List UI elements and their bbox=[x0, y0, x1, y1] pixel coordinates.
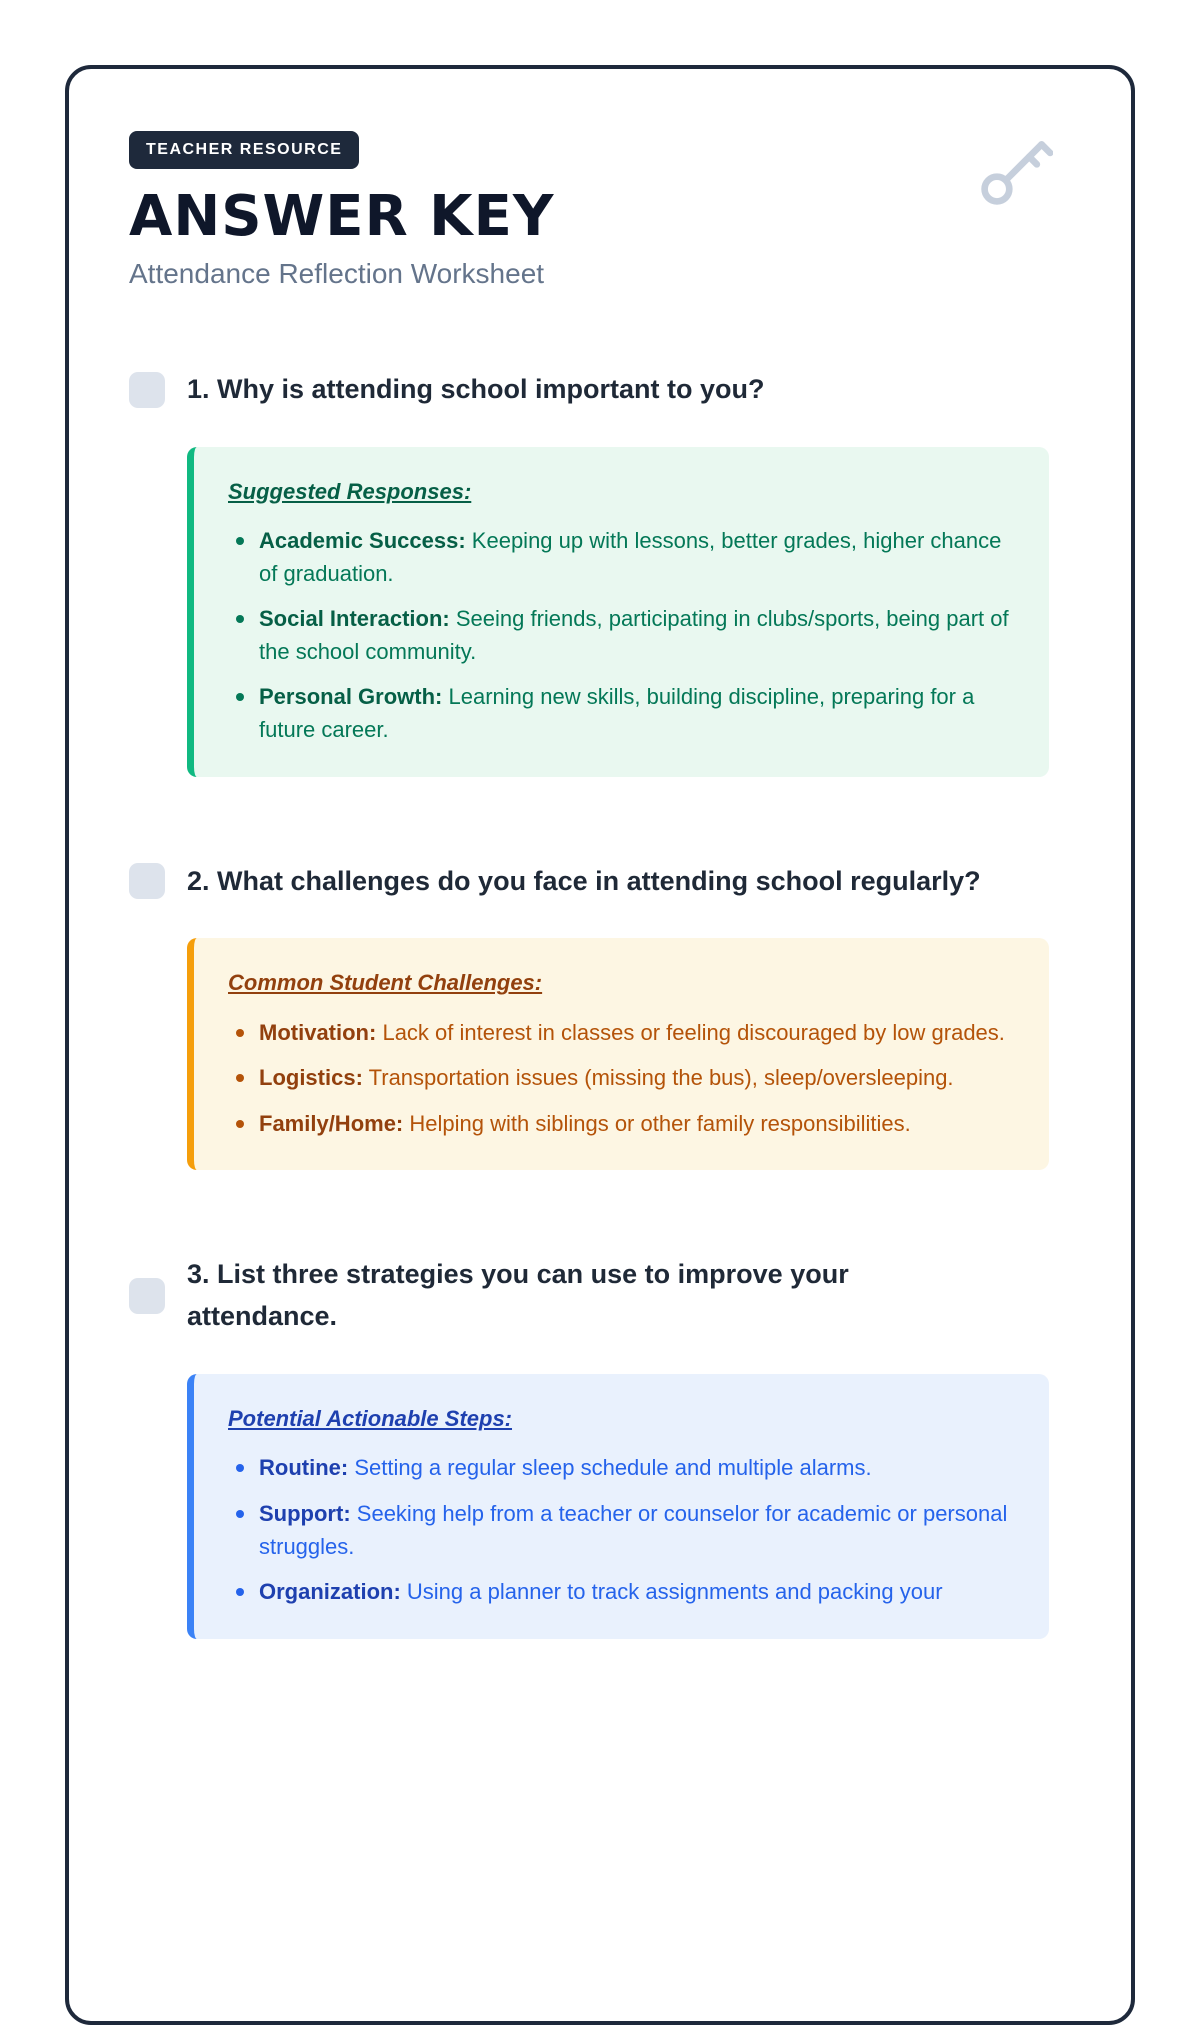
answer-item-text: Lack of interest in classes or feeling discouraged by low grades. bbox=[382, 1019, 1005, 1045]
question-row bbox=[129, 369, 1071, 411]
page-subtitle: Attendance Reflection Worksheet bbox=[129, 258, 545, 290]
key-icon bbox=[977, 133, 1053, 209]
answer-item-text: Setting a regular sleep schedule and multiple alarms. bbox=[354, 1455, 872, 1481]
answer-item-label: Organization: bbox=[259, 1579, 401, 1605]
answer-item bbox=[232, 1576, 1015, 1609]
answer-item-label: Social Interaction: bbox=[259, 606, 450, 632]
question-checkbox[interactable] bbox=[129, 863, 165, 899]
answer-heading: Potential Actionable Steps: bbox=[228, 1406, 513, 1432]
answer-item-label: Support: bbox=[259, 1501, 351, 1526]
answer-item-text: Seeing friends, participating in clubs/sports, being part of the school community. bbox=[259, 606, 1009, 664]
answer-item-label: Personal Growth: bbox=[259, 684, 443, 710]
page-title: ANSWER KEY bbox=[129, 184, 555, 249]
answer-item-text: Seeking help from a teacher or counselor for academic or personal struggles. bbox=[259, 1501, 1008, 1559]
answer-item bbox=[232, 1452, 1015, 1485]
answer-item-label: Routine: bbox=[259, 1455, 349, 1481]
worksheet-card bbox=[65, 65, 1135, 2025]
header bbox=[129, 131, 1071, 291]
teacher-resource-badge: TEACHER RESOURCE bbox=[129, 131, 359, 169]
answer-item-text: Learning new skills, building discipline, preparing for a future career. bbox=[259, 684, 975, 742]
question-title: 3. List three strategies you can use to improve your attendance. bbox=[187, 1259, 849, 1332]
answer-list bbox=[232, 1017, 1015, 1141]
answer-item bbox=[232, 1017, 1015, 1050]
question-checkbox[interactable] bbox=[129, 372, 165, 408]
answer-item-label: Family/Home: bbox=[259, 1110, 404, 1136]
answer-item-label: Academic Success: bbox=[259, 528, 466, 554]
answer-item bbox=[232, 1498, 1015, 1563]
question-row bbox=[129, 1254, 1071, 1338]
answer-box-amber bbox=[187, 938, 1049, 1170]
answer-item bbox=[232, 1108, 1015, 1141]
question-title: 1. Why is attending school important to you? bbox=[187, 373, 765, 404]
answer-item-text: Keeping up with lessons, better grades, higher chance of graduation. bbox=[259, 528, 1002, 586]
answer-item-label: Motivation: bbox=[259, 1019, 377, 1045]
answer-list bbox=[232, 1452, 1015, 1608]
answer-heading: Suggested Responses: bbox=[228, 478, 472, 504]
question-section-2 bbox=[129, 861, 1071, 1171]
answer-item-text: Transportation issues (missing the bus), sleep/oversleeping. bbox=[368, 1065, 954, 1091]
answer-heading: Common Student Challenges: bbox=[228, 970, 543, 996]
answer-item bbox=[232, 681, 1015, 746]
answer-item-text: Helping with siblings or other family responsibilities. bbox=[409, 1110, 911, 1136]
answer-item-label: Logistics: bbox=[259, 1065, 363, 1091]
answer-item bbox=[232, 1062, 1015, 1095]
answer-item-text: Using a planner to track assignments and packing your bbox=[406, 1579, 943, 1605]
answer-box-blue bbox=[187, 1374, 1049, 1639]
question-checkbox[interactable] bbox=[129, 1278, 165, 1314]
question-section-1 bbox=[129, 369, 1071, 777]
question-section-3 bbox=[129, 1254, 1071, 1638]
answer-item bbox=[232, 525, 1015, 590]
answer-list bbox=[232, 525, 1015, 746]
answer-item bbox=[232, 603, 1015, 668]
question-title: 2. What challenges do you face in attending school regularly? bbox=[187, 865, 981, 896]
answer-box-green bbox=[187, 447, 1049, 777]
question-row bbox=[129, 861, 1071, 903]
